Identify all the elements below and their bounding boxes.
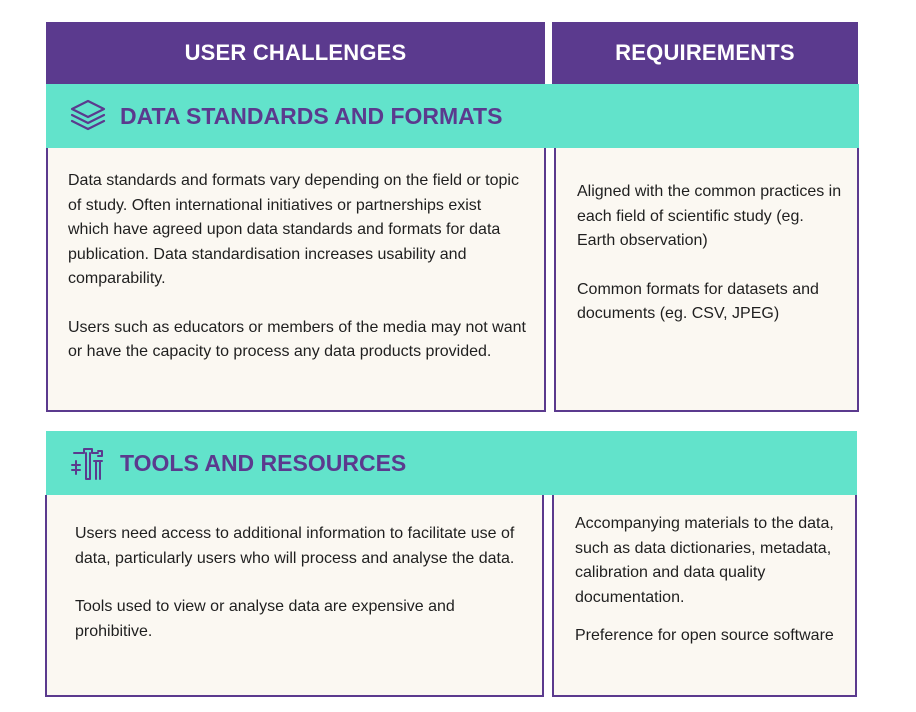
layers-icon bbox=[68, 96, 108, 136]
requirements-header-label: REQUIREMENTS bbox=[615, 40, 795, 65]
user-challenges-header bbox=[46, 22, 545, 84]
data-standards-challenges bbox=[46, 148, 546, 412]
section-data-standards-band bbox=[46, 84, 859, 148]
tools-challenge-1: Users need access to additional information to facilitate use of data, particularly users who will process and analyse the data. bbox=[75, 525, 515, 567]
data-standards-challenge-2: Users such as educators or members of the media may not want or have the capacity to process any data products provided. bbox=[68, 318, 526, 360]
tools-challenges bbox=[45, 495, 544, 697]
section-data-standards-title: DATA STANDARDS AND FORMATS bbox=[120, 102, 503, 129]
requirements-header bbox=[552, 22, 858, 84]
data-standards-requirement-1: Aligned with the common practices in each field of scientific study (eg. Earth observation) bbox=[577, 183, 842, 249]
tools-challenge-2: Tools used to view or analyse data are expensive and prohibitive. bbox=[75, 598, 455, 640]
tools-requirements bbox=[552, 495, 857, 697]
tools-icon bbox=[68, 443, 108, 483]
section-tools-title: TOOLS AND RESOURCES bbox=[120, 449, 407, 476]
tools-requirement-2: Preference for open source software bbox=[575, 627, 834, 644]
data-standards-challenge-1: Data standards and formats vary depending on the field or topic of study. Often international initiatives or partnerships exist which have agreed upon data standards and formats for data publication. Data standardisation increases usability and comparability. bbox=[68, 172, 519, 287]
user-challenges-header-label: USER CHALLENGES bbox=[184, 40, 407, 65]
data-standards-requirement-2: Common formats for datasets and documents (eg. CSV, JPEG) bbox=[577, 280, 819, 322]
section-tools-band bbox=[46, 431, 857, 495]
tools-requirement-1: Accompanying materials to the data, such as data dictionaries, metadata, calibration and data quality documentation. bbox=[575, 515, 834, 606]
data-standards-requirements bbox=[554, 148, 859, 412]
